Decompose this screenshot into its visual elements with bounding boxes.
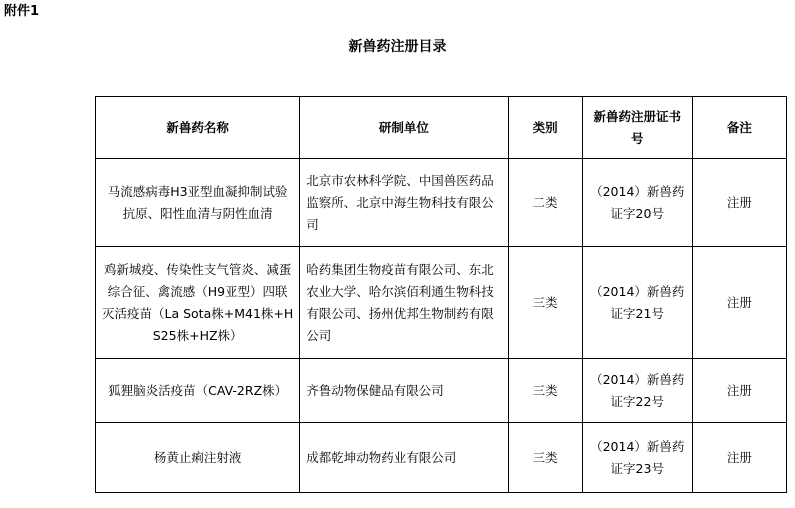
table-row: [96, 359, 787, 423]
cell-drug-name: 马流感病毒H3亚型血凝抑制试验抗原、阳性血清与阴性血清: [96, 159, 300, 247]
header-certificate: 新兽药注册证书号: [582, 97, 692, 159]
cell-drug-name: 杨黄止痢注射液: [96, 423, 300, 493]
header-unit: 研制单位: [300, 97, 508, 159]
cell-drug-name: 狐狸脑炎活疫苗（CAV-2RZ株）: [96, 359, 300, 423]
cell-certificate: （2014）新兽药证字23号: [582, 423, 692, 493]
cell-drug-name: 鸡新城疫、传染性支气管炎、减蛋综合征、禽流感（H9亚型）四联灭活疫苗（La Sota株+M41株+HS25株+HZ株）: [96, 247, 300, 359]
table-row: [96, 159, 787, 247]
cell-developer: 齐鲁动物保健品有限公司: [300, 359, 508, 423]
cell-developer: 哈药集团生物疫苗有限公司、东北农业大学、哈尔滨佰利通生物科技有限公司、扬州优邦生物制药有限公司: [300, 247, 508, 359]
header-name: 新兽药名称: [96, 97, 300, 159]
annex-label: 附件1: [4, 4, 40, 19]
cell-remark: 注册: [692, 359, 786, 423]
cell-certificate: （2014）新兽药证字22号: [582, 359, 692, 423]
cell-category: 三类: [508, 359, 582, 423]
cell-remark: 注册: [692, 247, 786, 359]
header-remark: 备注: [692, 97, 786, 159]
cell-remark: 注册: [692, 159, 786, 247]
header-category: 类别: [508, 97, 582, 159]
cell-certificate: （2014）新兽药证字21号: [582, 247, 692, 359]
table-header-row: [96, 97, 787, 159]
cell-category: 三类: [508, 247, 582, 359]
registration-table: [95, 96, 787, 493]
cell-developer: 北京市农林科学院、中国兽医药品监察所、北京中海生物科技有限公司: [300, 159, 508, 247]
cell-remark: 注册: [692, 423, 786, 493]
document-title: 新兽药注册目录: [348, 39, 447, 55]
cell-category: 三类: [508, 423, 582, 493]
cell-developer: 成都乾坤动物药业有限公司: [300, 423, 508, 493]
table-row: [96, 423, 787, 493]
table-row: [96, 247, 787, 359]
cell-category: 二类: [508, 159, 582, 247]
cell-certificate: （2014）新兽药证字20号: [582, 159, 692, 247]
